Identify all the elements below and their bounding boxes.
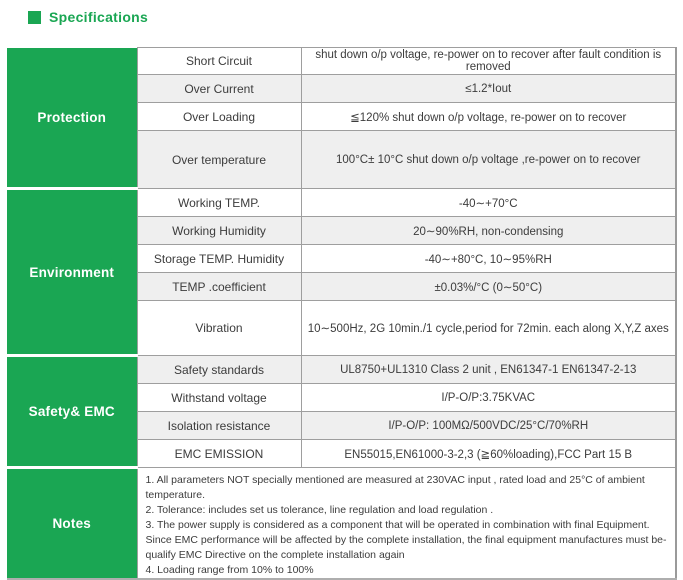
spec-name-cell: Working TEMP. [137,189,301,217]
section-label-safety-emc: Safety& EMC [7,356,137,468]
spec-name-cell: EMC EMISSION [137,440,301,468]
spec-name-cell: Isolation resistance [137,412,301,440]
spec-name-cell: Over Current [137,75,301,103]
spec-name-cell: TEMP .coefficient [137,273,301,301]
spec-value-cell: 20∼90%RH, non-condensing [301,217,676,245]
notes-line: 3. The power supply is considered as a component that will be operated in combination with final Equipment. Since EMC performance will be affected by the complete installation, the final equipment manufactures must be-qualify EMC Directive on the complete installation again [145,519,667,561]
spec-value-cell: UL8750+UL1310 Class 2 unit , EN61347-1 EN61347-2-13 [301,356,676,384]
spec-name-cell: Short Circuit [137,48,301,75]
green-square-bullet-icon [28,11,41,24]
specifications-table [7,47,677,580]
spec-value-cell: 100°C± 10°C shut down o/p voltage ,re-power on to recover [301,131,676,189]
notes-line: 2. Tolerance: includes set us tolerance, line regulation and load regulation . [145,504,494,516]
notes-line: 1. All parameters NOT specially mentioned are measured at 230VAC input , rated load and 25°C of ambient temperature. [145,474,645,501]
section-label-environment: Environment [7,189,137,356]
spec-value-cell: ≦120% shut down o/p voltage, re-power on to recover [301,103,676,131]
spec-value-cell: -40∼+70°C [301,189,676,217]
spec-value-cell: -40∼+80°C, 10∼95%RH [301,245,676,273]
spec-name-cell: Over Loading [137,103,301,131]
spec-value-cell: ±0.03%/°C (0∼50°C) [301,273,676,301]
page-header [28,9,683,25]
section-label-notes: Notes [7,468,137,580]
spec-row [7,356,676,384]
page-title: Specifications [49,9,149,25]
notes-line: 4. Loading range from 10% to 100% [145,564,314,576]
spec-name-cell: Safety standards [137,356,301,384]
spec-value-cell: I/P-O/P: 100MΩ/500VDC/25°C/70%RH [301,412,676,440]
spec-value-cell: EN55015,EN61000-3-2,3 (≧60%loading),FCC Part 15 B [301,440,676,468]
spec-name-cell: Storage TEMP. Humidity [137,245,301,273]
spec-row [7,48,676,75]
spec-name-cell: Over temperature [137,131,301,189]
spec-name-cell: Withstand voltage [137,384,301,412]
spec-row [7,189,676,217]
spec-name-cell: Working Humidity [137,217,301,245]
spec-value-cell: shut down o/p voltage, re-power on to recover after fault condition is removed [301,48,676,75]
spec-value-cell: I/P-O/P:3.75KVAC [301,384,676,412]
spec-row [7,468,676,580]
spec-name-cell: Vibration [137,301,301,356]
spec-value-cell: ≤1.2*Iout [301,75,676,103]
section-label-protection: Protection [7,48,137,189]
spec-value-cell: 10∼500Hz, 2G 10min./1 cycle,period for 72min. each along X,Y,Z axes [301,301,676,356]
notes-cell [137,468,676,580]
